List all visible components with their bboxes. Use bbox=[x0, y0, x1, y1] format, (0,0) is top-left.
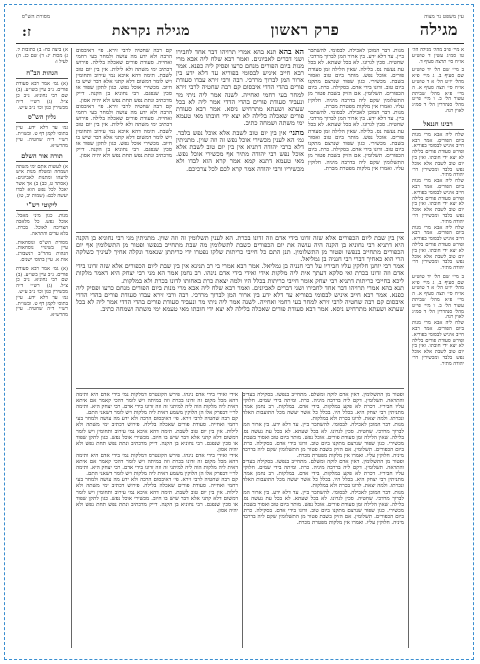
rabbeinu-chananel-text-3: שלח ליה אבא מרי מנות ביום הפורים. אמר רבא חייב איניש לבסומי בפוריא. ופירש סעודת פורים בלילה לא יצא ידי חובתו. ואין בין יום טוב לשבת אלא אוכל נפש בלבד ומכשירין דר׳ יהודה מתיר. bbox=[412, 224, 464, 272]
gilyon-text: גמ׳ עד דלא ידע. עיין בתוס׳ לקמן דף ט. ובשו״ת. רש״י ד״ה שחטיה. עיין מהרש״א. bbox=[16, 125, 68, 149]
gilyon-text-2: גמ׳ עד דלא ידע. עיין בתוס׳ לקמן דף ט. ובשו״ת. רש״י ד״ה שחטיה. עיין מהרש״א. bbox=[16, 294, 68, 319]
ein-mishpat-top: א מיי׳ פ״ב מהל׳ מגילה הל׳ טו סמ״ג עשין ד טוש״ע או״ח סי׳ תרצה סעיף ד. bbox=[412, 48, 464, 65]
rashi-continued: ופטור מן התשלומין. דאין אדם לוקה ומשלם. מתחייב בנפשו. בסקילה בעדים והתראה. תשלומין. דקם ליה בדרבה מיניה. כרת. ומיתה בידי שמים. חלוקין עליו חביריו. דכרת לא פקע במלקות. בידי אדם. במלקות. רב נחמן אמר. מתניתין רבי יצחק היא. בכלל היו. בכלל כל אשר יעשה מכל התועבות האלה ונכרתו. ולמה יצאת. לדונו בכרת ולא במלקות. bbox=[242, 392, 404, 423]
likutei-text: מנות. כגון מיני מאכל. אוכל נפש. כל מלאכה הצריכה לאוכל. בכרת. בלא עדים והתראה. bbox=[16, 213, 68, 237]
gemara-text-1: תנא בהא אמרי תרויהו דבר אחד לחבירו ושני דברים לאביונים. ואמר רבא שלח ליה אבא מרי מנות ביום הפורים מנחם כרעו ופסיק ליה כפנא. אמר רבא חייב איניש לבסומי בפוריא עד דלא ידע בין ארור המן לברוך מרדכי. רבה ורבי זירא עבדו סעודת פורים בהדי הדדי איבסום קם רבה שחטיה לרבי זירא למחר בעי רחמי ואחייה. לשנה אמר ליה ניתי מר ונעביד סעודת פורים בהדי הדדי אמר ליה לא בכל שעתא ושעתא מתרחיש ניסא. אמר רבא סעודת פורים שאכלה בלילה לא יצא ידי חובתו מאי טעמא ימי משתה ושמחה כתיב. bbox=[176, 48, 304, 127]
tosafot-text-2: קם רבה שחטיה לרבי זירא. פי׳ דאיבסום הרבה ולא ידע מה עושה ולמחר בעי רחמי ואחייה. סעודת פורים שאכלה בלילה. פירוש דכתיב ימי משתה ולא לילות. אין בין יום טוב לשבת. תימה דהא איכא נמי עירוב ותחומין ויש לומר דמשום דלא קתני אלא דבר שיש בו חיוב. מכשירי אוכל נפש. כגון לתקן שפוד או סכין שנפגם. רבי נחוניא בן הקנה. דייק מדכתיב ונתת נפש תחת נפש ולא יהיה אסון. bbox=[76, 103, 172, 160]
rabbeinu-chananel-text-2: שלח ליה אבא מרי מנות ביום הפורים. אמר רבא חייב איניש לבסומי בפוריא. ופירש סעודת פורים בלילה לא יצא ידי חובתו. ואין בין יום טוב לשבת אלא אוכל נפש בלבד ומכשירין דר׳ יהודה מתיר. bbox=[412, 178, 464, 225]
gilyon-heading: גליון הש"ס bbox=[16, 113, 68, 123]
extra-notes: מסורת הש"ס ונוסחאות. עיין בשינויי נוסחאות. הגהות מהר"ב רנשבורג. אות א. עיין בתוס׳ ישנים. bbox=[16, 239, 68, 263]
gemara-main bbox=[176, 48, 304, 230]
mishnah bbox=[176, 129, 304, 173]
gemara-divider-top bbox=[76, 232, 404, 233]
chapter-name: מגילה נקראת bbox=[112, 23, 191, 39]
rabbeinu-chananel-text: שלח ליה אבא מרי מנות ביום הפורים. אמר רבא חייב איניש לבסומי בפוריא. ופירש סעודת פורים בלילה לא יצא ידי חובתו. ואין בין יום טוב לשבת אלא אוכל נפש בלבד ומכשירין דר׳ יהודה מתיר. bbox=[412, 131, 464, 179]
gemara-wide bbox=[76, 235, 404, 385]
divider-bottom-center bbox=[242, 392, 243, 648]
tosafot-column bbox=[76, 48, 172, 228]
talmud-page bbox=[16, 14, 464, 650]
torah-or-heading: תורה אור השלם bbox=[16, 152, 68, 162]
tosafot-text: קם רבה שחטיה לרבי זירא. פי׳ דאיבסום הרבה ולא ידע מה עושה ולמחר בעי רחמי ואחייה. סעודת פורים שאכלה בלילה. פירוש דכתיב ימי משתה ולא לילות. אין בין יום טוב לשבת. תימה דהא איכא נמי עירוב ותחומין ויש לומר דמשום דלא קתני אלא דבר שיש בו חיוב. מכשירי אוכל נפש. כגון לתקן שפוד או סכין שנפגם. רבי נחוניא בן הקנה. דייק מדכתיב ונתת נפש תחת נפש ולא יהיה אסון. bbox=[76, 48, 172, 104]
gemara-paragraph-1 bbox=[176, 48, 304, 127]
gemara-divider-bottom bbox=[76, 388, 404, 389]
tosafot-continued-4: קם רבה שחטיה לרבי זירא. פי׳ דאיבסום הרבה ולא ידע מה עושה ולמחר בעי רחמי ואחייה. סעודת פורים שאכלה בלילה. פירוש דכתיב ימי משתה ולא לילות. אין בין יום טוב לשבת. תימה דהא איכא נמי עירוב ותחומין ויש לומר דמשום דלא קתני אלא דבר שיש בו חיוב. מכשירי אוכל נפש. כגון לתקן שפוד או סכין שנפגם. רבי נחוניא בן הקנה. דייק מדכתיב ונתת נפש תחת נפש ולא יהיה אסון. bbox=[76, 477, 238, 514]
ein-mishpat-notes: ב מיי׳ שם הל׳ יד טוש״ע שם סעיף ב. ג מיי׳ פ״א מהל׳ יו״ט הל׳ א ד טוש״ע או״ח סי׳ תצה סעיף א. ה מיי׳ פ״א מהל׳ שביתת עשור הל׳ ב. ו מיי׳ פי״ט מהל׳ סנהדרין הל׳ ד סמ״ג לאוין רנה. bbox=[412, 67, 464, 114]
gemara-paragraph-3: אמר רבי יוחנן חלוקין עליו חביריו על רבי חנניה בן גמליאל. אמר רבא אמרי בי רב תנינא אין בין שבת ליום הכפורים אלא שזה זדונו בידי אדם וזה זדונו בכרת ואי סלקא דעתך אית ליה מלקות אידי ואידי בידי אדם נינהו. רב נחמן אמר הא מני רבי יצחק היא דאמר מלקות ליכא בחייבי כריתות דתניא רבי יצחק אומר חייבי כריתות בכלל היו ולמה יצאת כרת באחותו לדונו בכרת ולא במלקות. bbox=[76, 262, 404, 285]
rashi-continued-column bbox=[242, 392, 404, 648]
tosafot-continued-column bbox=[76, 392, 238, 648]
tosafot-continued-3: אידי ואידי בידי אדם נינהו. פירש הקונטרס דמלקות נמי בידי אדם היא ותימה דהא מכל מקום זה זדונו בכרת וזה במיתה ויש לומר דהכי קאמר אם איתא דאית ליה מלקות הוה ליה למיתני זה וזה זדונו בידי אדם. רבי יצחק היא. ותימה לר״י דבפרק אלו הן הלוקין משמע דאית ליה מלקות ויש לומר דשאני התם. bbox=[76, 452, 238, 478]
margin-left bbox=[16, 48, 68, 648]
rashi-column bbox=[308, 48, 404, 228]
hagahot-text: (א) גמ׳ אמר רבא סעודת פורים. נ״ב עיין בשו״ע. (ב) שם רבי נחוניא. נ״ב כן צ״ל. (ג) רש״י ד״ה מכשירין כגון וכו׳ נ״ב ע״ש. bbox=[16, 81, 68, 111]
rashi-continued-2: מנות. דבר המוכן לאכילה. לבסומי. להשתכר ביין. עד דלא ידע. בין ארור המן לברוך מרדכי. שחטיה. סכין לגרונו. לא בכל שעתא. לא בכל עת נעשה נס. בלילה. שאין הלילה זמן סעודת פורים. אוכל נפש. מותר ביום טוב ואסור בשבת. מכשירי. כגון שפוד שנרצם מתקנו ביום טוב. זדונו בידי אדם. בסקילה. כרת. ביום הכפורים. תשלומין. אם הזיק בשבת פטור מן התשלומין שקם ליה בדרבה מיניה. חלוקין עליו. ואמרו אין מלקות מפטרת מכרת. bbox=[242, 422, 404, 459]
rashi-text: מנות. דבר המוכן לאכילה. לבסומי. להשתכר ביין. עד דלא ידע. בין ארור המן לברוך מרדכי. שחטיה. סכין לגרונו. לא בכל שעתא. לא בכל עת נעשה נס. בלילה. שאין הלילה זמן סעודת פורים. אוכל נפש. מותר ביום טוב ואסור בשבת. מכשירי. כגון שפוד שנרצם מתקנו ביום טוב. זדונו בידי אדם. בסקילה. כרת. ביום הכפורים. תשלומין. אם הזיק בשבת פטור מן התשלומין שקם ליה בדרבה מיניה. חלוקין עליו. ואמרו אין מלקות מפטרת מכרת. bbox=[308, 48, 404, 110]
tosafot-continued: אידי ואידי בידי אדם נינהו. פירש הקונטרס דמלקות נמי בידי אדם היא ותימה דהא מכל מקום זה זדונו בכרת וזה במיתה ויש לומר דהכי קאמר אם איתא דאית ליה מלקות הוה ליה למיתני זה וזה זדונו בידי אדם. רבי יצחק היא. ותימה לר״י דבפרק אלו הן הלוקין משמע דאית ליה מלקות ויש לומר דשאני התם. bbox=[76, 392, 238, 417]
chapter-label: פרק ראשון bbox=[270, 21, 340, 39]
rashi-text-2: מנות. דבר המוכן לאכילה. לבסומי. להשתכר ביין. עד דלא ידע. בין ארור המן לברוך מרדכי. שחטיה. סכין לגרונו. לא בכל שעתא. לא בכל עת נעשה נס. בלילה. שאין הלילה זמן סעודת פורים. אוכל נפש. מותר ביום טוב ואסור בשבת. מכשירי. כגון שפוד שנרצם מתקנו ביום טוב. זדונו בידי אדם. בסקילה. כרת. ביום הכפורים. תשלומין. אם הזיק בשבת פטור מן התשלומין שקם ליה בדרבה מיניה. חלוקין עליו. ואמרו אין מלקות מפטרת מכרת. bbox=[308, 110, 404, 172]
tractate-name: מגילה bbox=[419, 20, 458, 39]
rabbeinu-chananel-text-4: שלח ליה אבא מרי מנות ביום הפורים. אמר רבא חייב איניש לבסומי בפוריא. ופירש סעודת פורים בלילה לא יצא ידי חובתו. ואין בין יום טוב לשבת אלא אוכל נפש בלבד ומכשירין דר׳ יהודה מתיר. bbox=[412, 320, 464, 367]
mishnah-text: אין בין יום טוב לשבת אלא אוכל נפש בלבד. גמ׳ הא לענין מכשירי אוכל נפש זה וזה שוין. מתניתין דלא כרבי יהודה דתניא אין בין יום טוב לשבת אלא אוכל נפש רבי יהודה מתיר אף מכשירי אוכל נפש. מאי טעמא דתנא קמא אמר קרא הוא לבדו ולא מכשיריו ורבי יהודה אמר קרא לכם לכל צרכיכם. bbox=[176, 129, 304, 173]
gemara-paragraph-2: אין בין שבת ליום הכפורים אלא שזה זדונו בידי אדם וזה זדונו בכרת. הא לענין תשלומין זה וזה שוין. מתניתין מני רבי נחוניא בן הקנה היא דתניא רבי נחוניא בן הקנה היה עושה את יום הכפורים כשבת לתשלומין מה שבת מתחייב בנפשו ופטור מן התשלומין אף יום הכפורים מתחייב בנפשו ופטור מן התשלומין. תנן התם כל חייבי כריתות שלקו נפטרו ידי כריתתן שנאמר ונקלה אחיך לעיניך כשלקה הרי הוא כאחיך דברי רבי חנניה בן גמליאל. bbox=[76, 235, 404, 264]
divider-right bbox=[408, 48, 409, 648]
torah-or-text: א) לעשות אתם ימי משתה ושמחה ומשלח מנות איש לרעהו ומתנות לאביונים: (אסתר ט, כב) ב) אך אשר יאכל לכל נפש הוא לבדו יעשה לכם: (שמות יב, טז) bbox=[16, 163, 68, 199]
tosafot-continued-2: קם רבה שחטיה לרבי זירא. פי׳ דאיבסום הרבה ולא ידע מה עושה ולמחר בעי רחמי ואחייה. סעודת פורים שאכלה בלילה. פירוש דכתיב ימי משתה ולא לילות. אין בין יום טוב לשבת. תימה דהא איכא נמי עירוב ותחומין ויש לומר דמשום דלא קתני אלא דבר שיש בו חיוב. מכשירי אוכל נפש. כגון לתקן שפוד או סכין שנפגם. רבי נחוניא בן הקנה. דייק מדכתיב ונתת נפש תחת נפש ולא יהיה אסון. bbox=[76, 416, 238, 453]
gemara-paragraph-1-repeat: תנא בהא אמרי תרויהו דבר אחד לחבירו ושני דברים לאביונים. ואמר רבא שלח ליה אבא מרי מנות ביום הפורים מנחם כרעו ופסיק ליה כפנא. אמר רבא חייב איניש לבסומי בפוריא עד דלא ידע בין ארור המן לברוך מרדכי. רבה ורבי זירא עבדו סעודת פורים בהדי הדדי איבסום קם רבה שחטיה לרבי זירא למחר בעי רחמי ואחייה. לשנה אמר ליה ניתי מר ונעביד סעודת פורים בהדי הדדי אמר ליה לא בכל שעתא ושעתא מתרחיש ניסא. אמר רבא סעודת פורים שאכלה בלילה לא יצא ידי חובתו מאי טעמא ימי משתה ושמחה כתיב. bbox=[76, 283, 404, 313]
ein-mishpat-notes-2: ב מיי׳ שם הל׳ יד טוש״ע שם סעיף ב. ג מיי׳ פ״א מהל׳ יו״ט הל׳ א ד טוש״ע או״ח סי׳ תצה סעיף א. ה מיי׳ פ״א מהל׳ שביתת עשור הל׳ ב. ו מיי׳ פי״ט מהל׳ סנהדרין הל׳ ד סמ״ג לאוין רנה. bbox=[412, 273, 464, 321]
corner-note-left: מסורת הש"ס bbox=[21, 14, 51, 20]
rashi-continued-4: מנות. דבר המוכן לאכילה. לבסומי. להשתכר ביין. עד דלא ידע. בין ארור המן לברוך מרדכי. שחטיה. סכין לגרונו. לא בכל שעתא. לא בכל עת נעשה נס. בלילה. שאין הלילה זמן סעודת פורים. אוכל נפש. מותר ביום טוב ואסור בשבת. מכשירי. כגון שפוד שנרצם מתקנו ביום טוב. זדונו בידי אדם. בסקילה. כרת. ביום הכפורים. תשלומין. אם הזיק בשבת פטור מן התשלומין שקם ליה בדרבה מיניה. חלוקין עליו. ואמרו אין מלקות מפטרת מכרת. bbox=[242, 489, 404, 526]
rabbeinu-chananel-heading: רבינו חננאל bbox=[412, 120, 464, 130]
folio-number: ז: bbox=[22, 25, 32, 40]
likutei-heading: ליקוטי רש"י bbox=[16, 201, 68, 211]
hagahot-text-2: (א) גמ׳ אמר רבא סעודת פורים. נ״ב עיין בשו״ע. (ב) שם רבי נחוניא. נ״ב כן צ״ל. (ג) רש״י ד״ה מכשירין כגון וכו׳ נ״ב ע״ש. bbox=[16, 265, 68, 295]
divider-left bbox=[71, 48, 72, 648]
mishnah-label: מתני׳ bbox=[288, 128, 304, 138]
masoret-hashas: א) ביצה כח: ב) כתובות ל. ג) מכות יג: ד) שם כג. ה) לעיל ו: bbox=[16, 48, 68, 65]
hagahot-heading: הגהות הב"ח bbox=[16, 69, 68, 79]
margin-right bbox=[412, 48, 464, 648]
opening-words: הא בהא bbox=[278, 48, 304, 56]
corner-note-right: עין משפט נר מצוה bbox=[424, 14, 464, 20]
page-header bbox=[16, 14, 464, 44]
rashi-continued-3: ופטור מן התשלומין. דאין אדם לוקה ומשלם. מתחייב בנפשו. בסקילה בעדים והתראה. תשלומין. דקם ליה בדרבה מיניה. כרת. ומיתה בידי שמים. חלוקין עליו חביריו. דכרת לא פקע במלקות. בידי אדם. במלקות. רב נחמן אמר. מתניתין רבי יצחק היא. בכלל היו. בכלל כל אשר יעשה מכל התועבות האלה ונכרתו. ולמה יצאת. לדונו בכרת ולא במלקות. bbox=[242, 459, 404, 490]
